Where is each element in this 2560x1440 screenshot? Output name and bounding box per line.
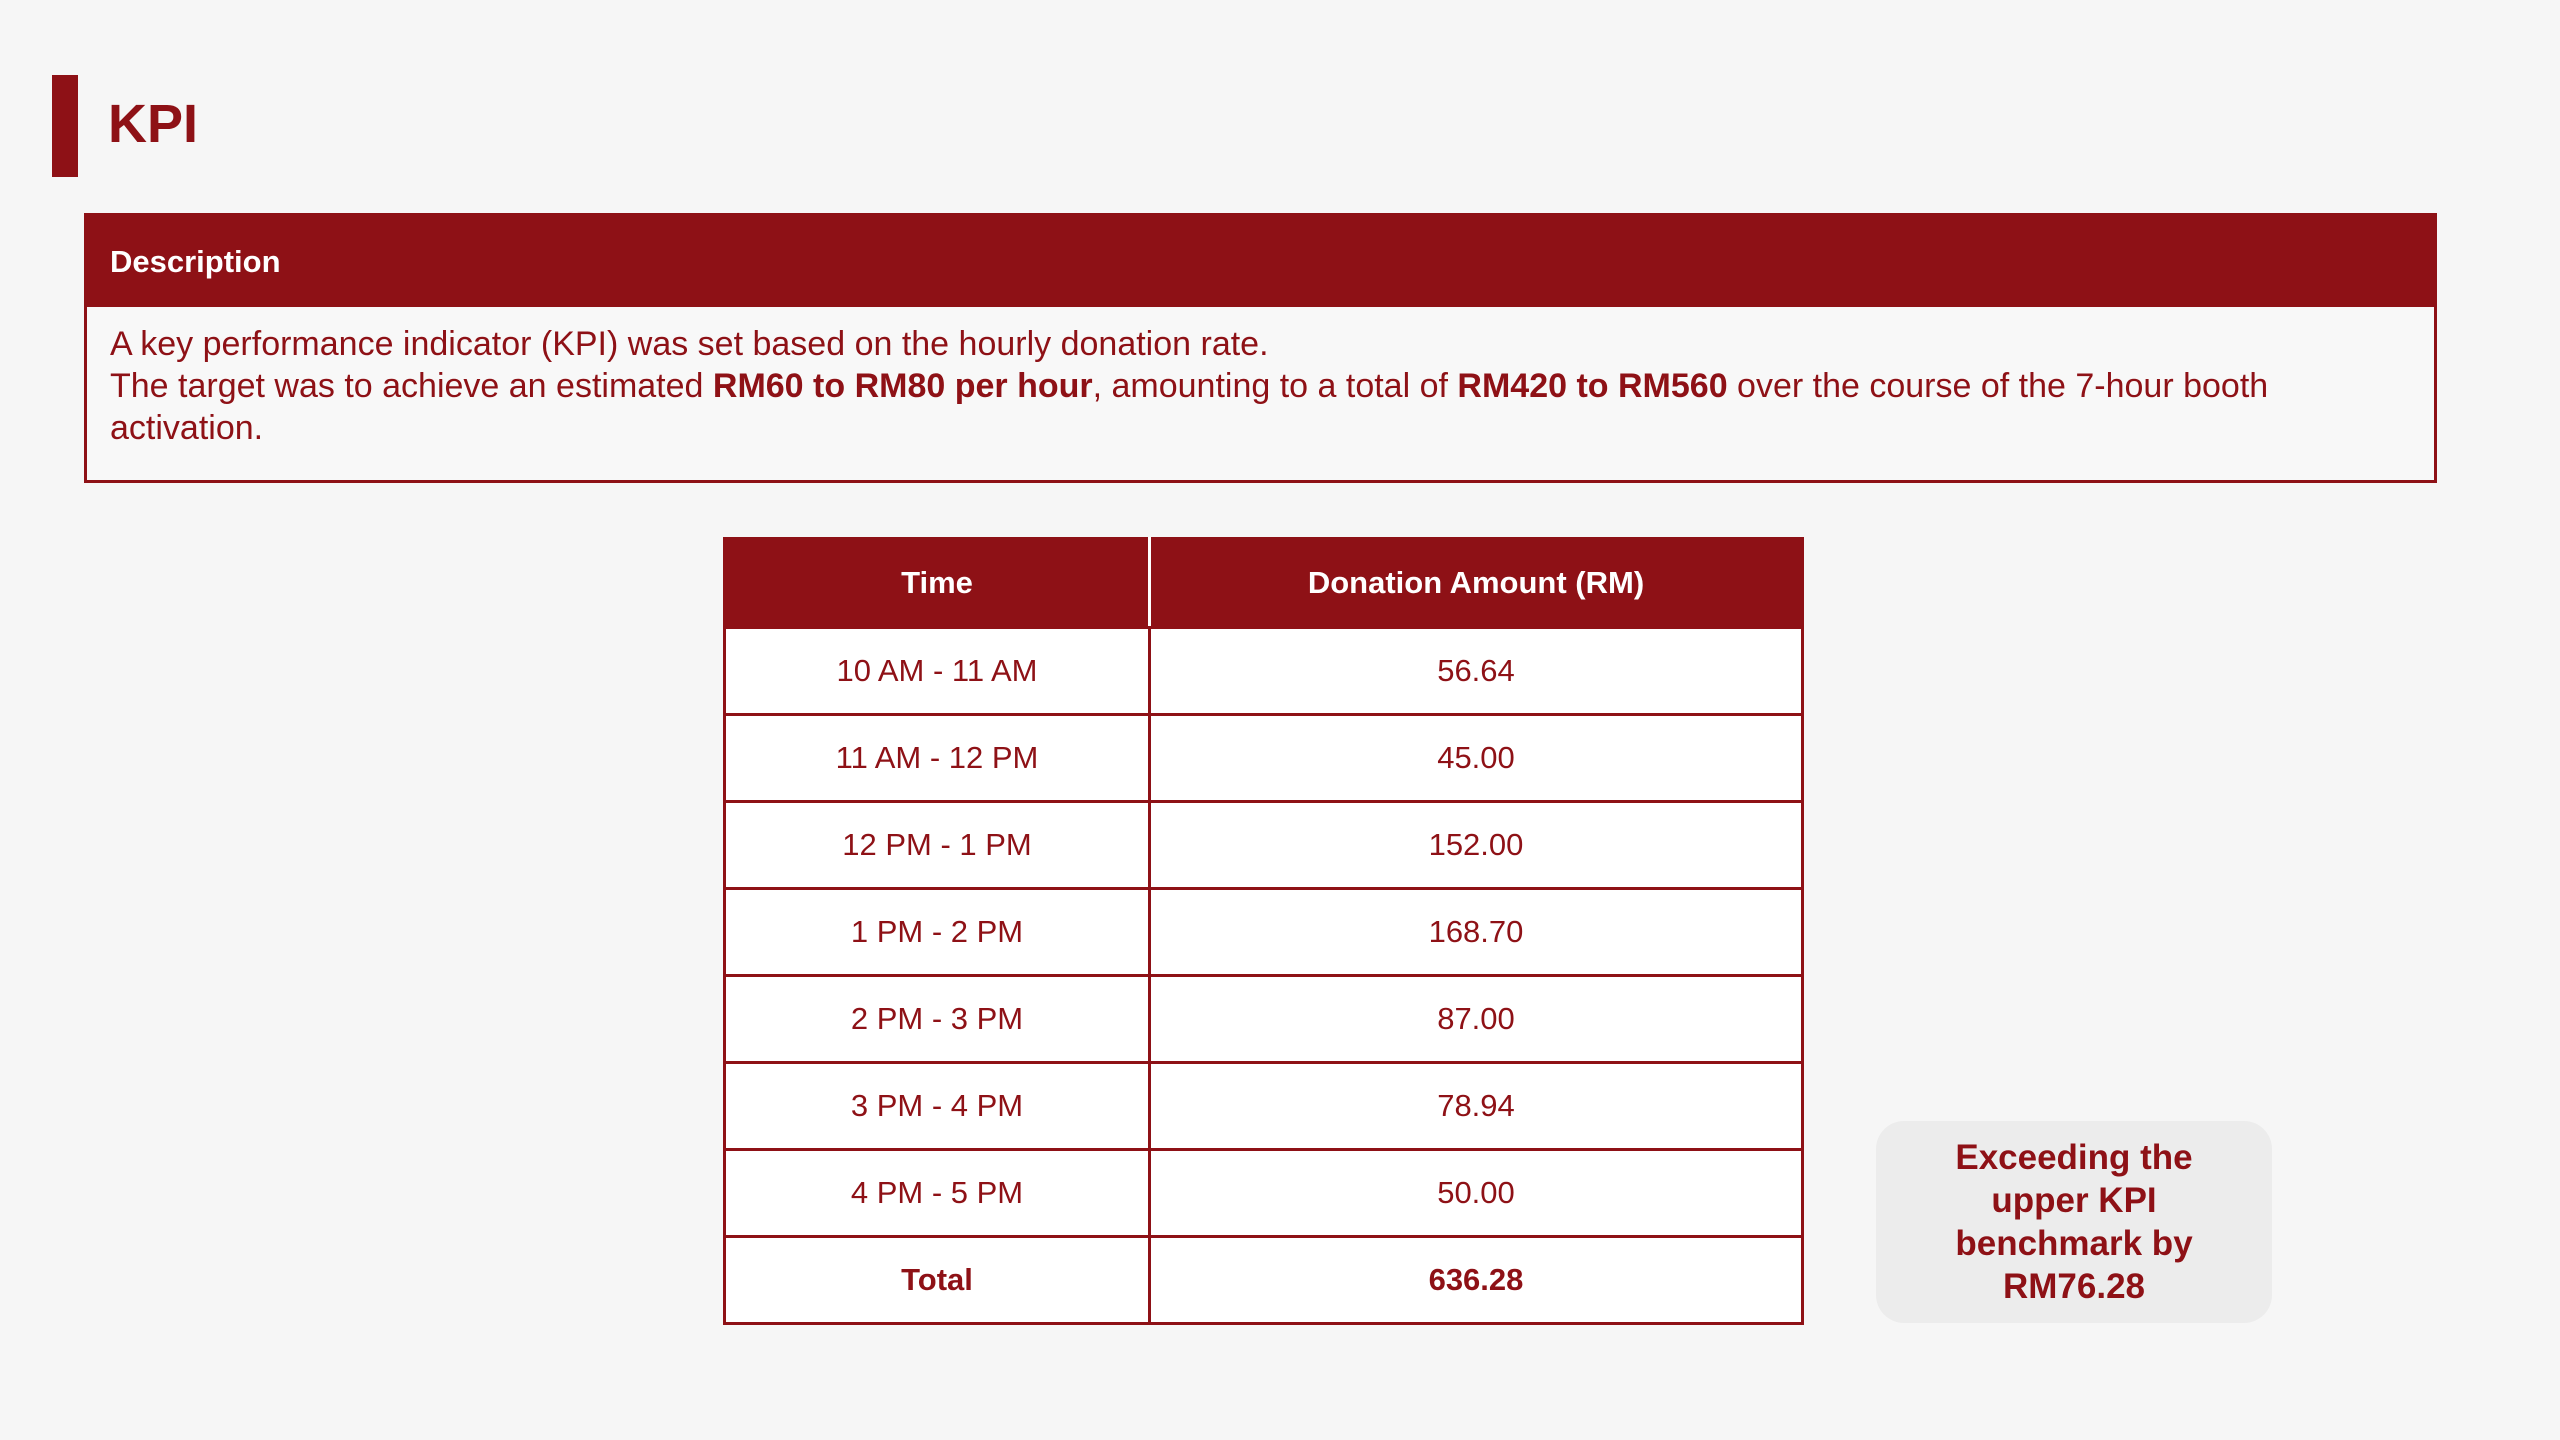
time-cell: 10 AM - 11 AM xyxy=(725,628,1150,715)
table-total-row xyxy=(725,1237,1803,1324)
kpi-callout xyxy=(1876,1121,2272,1323)
callout-text: Exceeding the upper KPI benchmark by RM76.28 xyxy=(1955,1138,2193,1306)
time-cell: 4 PM - 5 PM xyxy=(725,1150,1150,1237)
title-accent-bar xyxy=(52,75,78,177)
description-line-2-suffix: over the course of the 7-hour booth activation. xyxy=(110,367,2269,447)
amount-cell: 50.00 xyxy=(1150,1150,1803,1237)
column-header-time: Time xyxy=(725,539,1150,628)
page-title: KPI xyxy=(108,94,199,154)
total-label: Total xyxy=(725,1237,1150,1324)
description-line-2-prefix: The target was to achieve an estimated xyxy=(110,367,713,405)
table-row xyxy=(725,1150,1803,1237)
amount-cell: 168.70 xyxy=(1150,889,1803,976)
amount-cell: 56.64 xyxy=(1150,628,1803,715)
table-row xyxy=(725,976,1803,1063)
description-hourly-target: RM60 to RM80 per hour xyxy=(712,367,1093,405)
table-row xyxy=(725,889,1803,976)
table-row xyxy=(725,715,1803,802)
amount-cell: 87.00 xyxy=(1150,976,1803,1063)
column-header-donation: Donation Amount (RM) xyxy=(1150,539,1803,628)
table-row xyxy=(725,1063,1803,1150)
amount-cell: 152.00 xyxy=(1150,802,1803,889)
table-header-row xyxy=(725,539,1803,628)
description-box xyxy=(84,213,2437,483)
table-row xyxy=(725,628,1803,715)
donation-table xyxy=(723,537,1804,1325)
description-total-target: RM420 to RM560 xyxy=(1457,367,1728,405)
amount-cell: 78.94 xyxy=(1150,1063,1803,1150)
description-body xyxy=(87,307,2434,449)
time-cell: 11 AM - 12 PM xyxy=(725,715,1150,802)
description-header: Description xyxy=(87,216,2434,307)
description-line-2-middle: , amounting to a total of xyxy=(1092,367,1458,405)
table-row xyxy=(725,802,1803,889)
amount-cell: 45.00 xyxy=(1150,715,1803,802)
time-cell: 3 PM - 4 PM xyxy=(725,1063,1150,1150)
time-cell: 1 PM - 2 PM xyxy=(725,889,1150,976)
total-amount: 636.28 xyxy=(1150,1237,1803,1324)
description-line-1: A key performance indicator (KPI) was set based on the hourly donation rate. xyxy=(110,325,1269,363)
time-cell: 12 PM - 1 PM xyxy=(725,802,1150,889)
time-cell: 2 PM - 3 PM xyxy=(725,976,1150,1063)
